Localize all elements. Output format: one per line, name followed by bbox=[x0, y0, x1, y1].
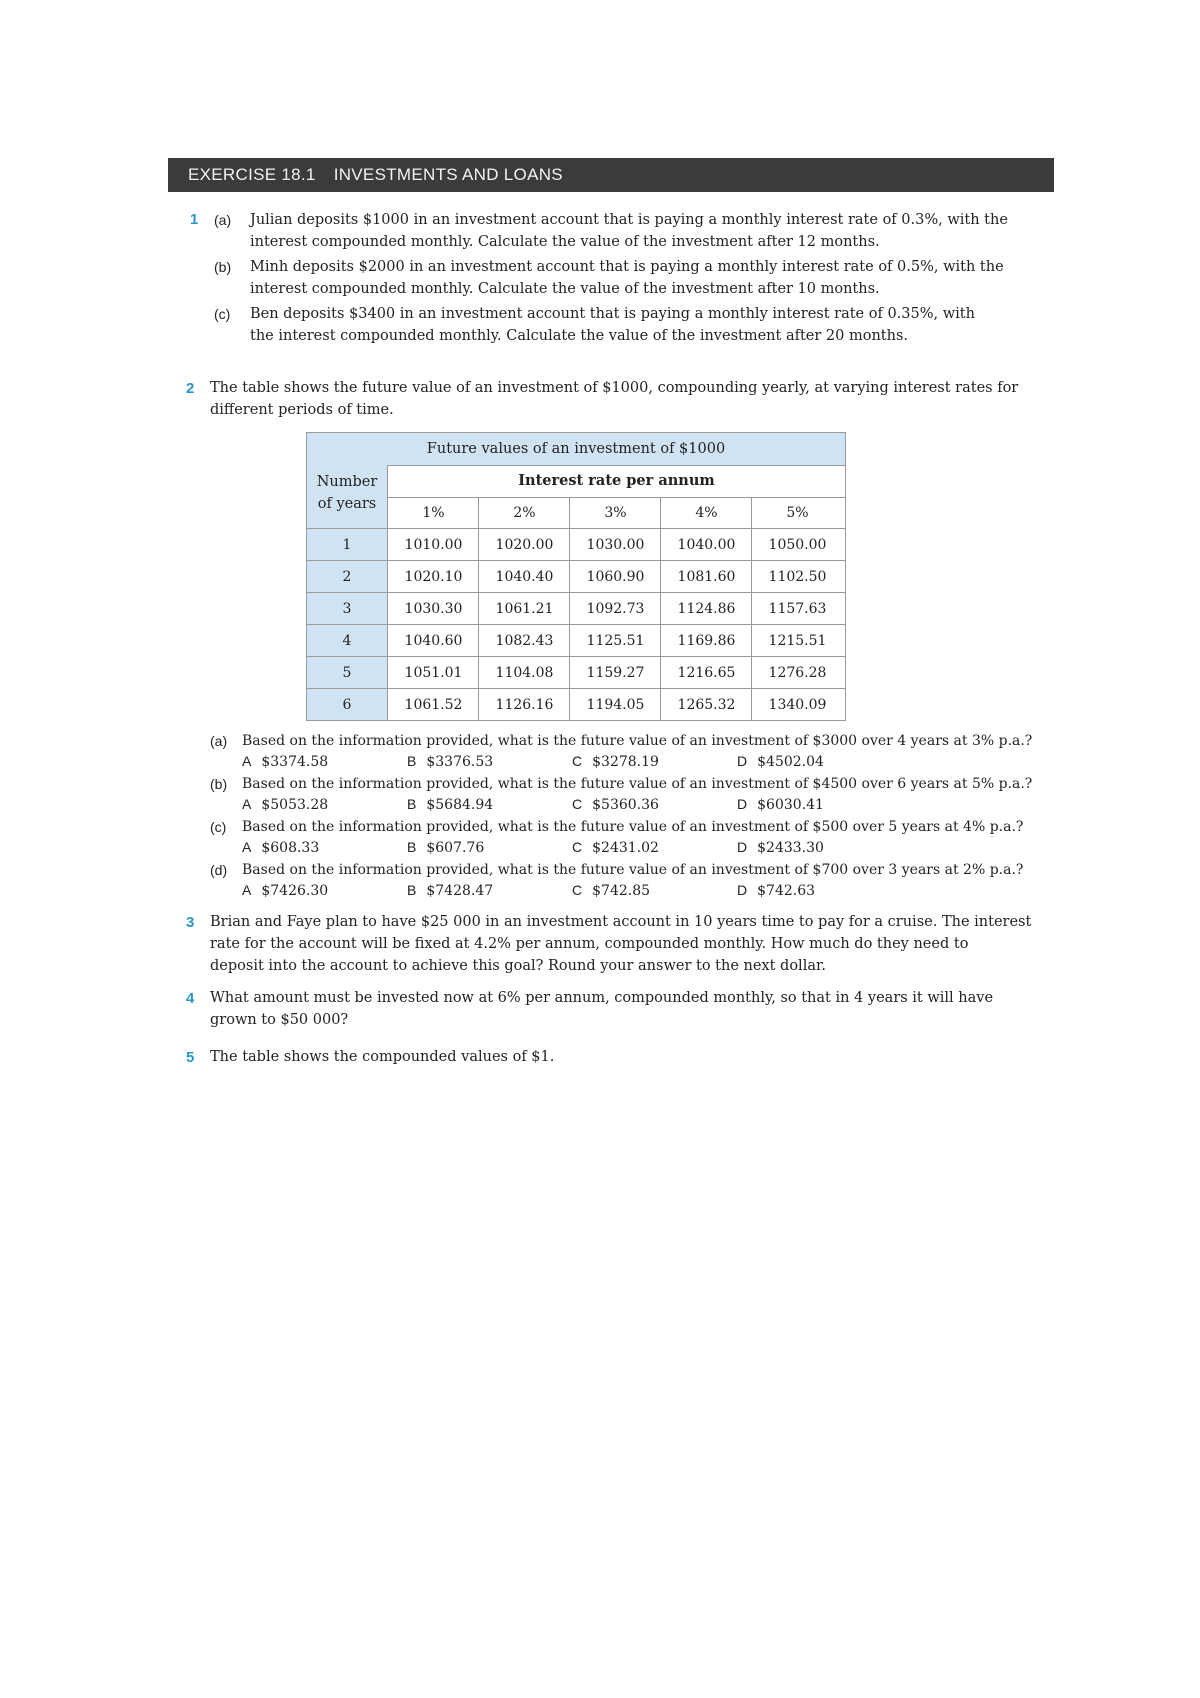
value-cell: 1276.28 bbox=[768, 665, 827, 681]
q1-c-line-1: Ben deposits $3400 in an investment account that is paying a monthly interest rate of 0.35%, with bbox=[250, 306, 975, 322]
question-5-number: 5 bbox=[186, 1049, 195, 1066]
option-letter: A bbox=[242, 796, 252, 812]
years-cell: 6 bbox=[342, 697, 352, 713]
interest-rate-header: Interest rate per annum bbox=[388, 465, 845, 498]
option-letter: A bbox=[242, 839, 252, 855]
value-cell: 1051.01 bbox=[404, 665, 463, 681]
option-value: $7426.30 bbox=[261, 883, 329, 899]
q2-part-label: (c) bbox=[210, 819, 227, 835]
q4-text bbox=[210, 987, 993, 1031]
rate-column-header: 4% bbox=[695, 505, 718, 521]
q1-part-b-label: (b) bbox=[214, 259, 232, 275]
option-value: $608.33 bbox=[261, 840, 320, 856]
value-cell: 1040.60 bbox=[404, 633, 463, 649]
value-cell: 1125.51 bbox=[586, 633, 645, 649]
multiple-choice-option bbox=[407, 753, 493, 770]
option-letter: B bbox=[407, 753, 417, 769]
option-letter: C bbox=[572, 753, 583, 769]
years-cell: 4 bbox=[342, 633, 352, 649]
value-cell: 1159.27 bbox=[586, 665, 645, 681]
years-cell: 1 bbox=[342, 537, 352, 553]
option-value: $5360.36 bbox=[592, 797, 659, 813]
q1-part-c-label: (c) bbox=[214, 306, 231, 322]
option-value: $7428.47 bbox=[426, 883, 494, 899]
q1-part-c-text bbox=[250, 303, 975, 347]
option-value: $3376.53 bbox=[426, 754, 494, 770]
value-cell: 1215.51 bbox=[768, 633, 827, 649]
option-letter: C bbox=[572, 839, 583, 855]
multiple-choice-option bbox=[572, 839, 659, 856]
years-column-header bbox=[307, 465, 387, 529]
value-cell: 1040.00 bbox=[677, 537, 736, 553]
multiple-choice-option bbox=[737, 839, 824, 856]
option-value: $3278.19 bbox=[592, 754, 659, 770]
q2-part-question: Based on the information provided, what is the future value of an investment of $700 over 3 years at 2% p.a.? bbox=[242, 862, 1024, 878]
value-cell: 1126.16 bbox=[495, 697, 554, 713]
value-cell: 1340.09 bbox=[768, 697, 827, 713]
question-2-number: 2 bbox=[186, 380, 195, 397]
value-cell: 1194.05 bbox=[586, 697, 645, 713]
option-letter: B bbox=[407, 839, 417, 855]
years-cell: 3 bbox=[342, 601, 352, 617]
value-cell: 1050.00 bbox=[768, 537, 827, 553]
option-letter: A bbox=[242, 882, 252, 898]
q2-intro-line-1: The table shows the future value of an investment of $1000, compounding yearly, at varying interest rates for bbox=[210, 380, 1019, 396]
rate-column-header: 1% bbox=[422, 505, 445, 521]
multiple-choice-option bbox=[572, 796, 659, 813]
value-cell: 1081.60 bbox=[677, 569, 736, 585]
years-cell: 2 bbox=[342, 569, 352, 585]
option-letter: B bbox=[407, 882, 417, 898]
q4-line-1: What amount must be invested now at 6% per annum, compounded monthly, so that in 4 years it will have bbox=[210, 990, 994, 1006]
option-value: $607.76 bbox=[426, 840, 485, 856]
q5-line-1: The table shows the compounded values of $1. bbox=[210, 1049, 555, 1065]
q2-options-row bbox=[242, 796, 942, 816]
value-cell: 1030.30 bbox=[404, 601, 463, 617]
value-cell: 1060.90 bbox=[586, 569, 645, 585]
years-header-line-1: Number bbox=[316, 474, 378, 490]
rate-column-header: 5% bbox=[786, 505, 809, 521]
question-3-number: 3 bbox=[186, 914, 195, 931]
option-letter: C bbox=[572, 796, 583, 812]
question-1-number: 1 bbox=[190, 211, 199, 228]
q1-b-line-1: Minh deposits $2000 in an investment account that is paying a monthly interest rate of 0.5%, with the bbox=[250, 259, 1004, 275]
option-value: $742.63 bbox=[757, 883, 816, 899]
option-letter: C bbox=[572, 882, 583, 898]
q2-part-label: (b) bbox=[210, 776, 228, 792]
value-cell: 1020.00 bbox=[495, 537, 554, 553]
value-cell: 1216.65 bbox=[677, 665, 736, 681]
q2-intro bbox=[210, 377, 1018, 421]
multiple-choice-option bbox=[407, 882, 493, 899]
q3-line-2: rate for the account will be fixed at 4.2% per annum, compounded monthly. How much do they need to bbox=[210, 936, 969, 952]
exercise-number: EXERCISE 18.1 bbox=[188, 165, 316, 184]
rate-column-header: 2% bbox=[513, 505, 536, 521]
multiple-choice-option bbox=[242, 796, 328, 813]
years-cell: 5 bbox=[342, 665, 352, 681]
q2-part-question: Based on the information provided, what is the future value of an investment of $3000 over 4 years at 3% p.a.? bbox=[242, 733, 1033, 749]
multiple-choice-option bbox=[572, 753, 659, 770]
table-caption: Future values of an investment of $1000 bbox=[307, 433, 845, 466]
q3-line-1: Brian and Faye plan to have $25 000 in an investment account in 10 years time to pay for a cruise. The interest bbox=[210, 914, 1032, 930]
q1-a-line-1: Julian deposits $1000 in an investment account that is paying a monthly interest rate of 0.3%, with the bbox=[250, 212, 1008, 228]
q1-c-line-2: the interest compounded monthly. Calculate the value of the investment after 20 months. bbox=[250, 328, 909, 344]
option-letter: D bbox=[737, 882, 748, 898]
option-value: $5684.94 bbox=[426, 797, 494, 813]
q1-part-a-label: (a) bbox=[214, 212, 232, 228]
option-value: $5053.28 bbox=[261, 797, 329, 813]
q4-line-2: grown to $50 000? bbox=[210, 1012, 349, 1028]
option-letter: B bbox=[407, 796, 417, 812]
value-cell: 1010.00 bbox=[404, 537, 463, 553]
multiple-choice-option bbox=[572, 882, 650, 899]
value-cell: 1092.73 bbox=[586, 601, 645, 617]
value-cell: 1157.63 bbox=[768, 601, 827, 617]
value-cell: 1020.10 bbox=[404, 569, 463, 585]
exercise-title: INVESTMENTS AND LOANS bbox=[333, 165, 563, 184]
q3-line-3: deposit into the account to achieve this goal? Round your answer to the next dollar. bbox=[210, 958, 826, 974]
value-cell: 1061.21 bbox=[495, 601, 554, 617]
multiple-choice-option bbox=[407, 796, 493, 813]
q3-text bbox=[210, 911, 1031, 977]
value-cell: 1082.43 bbox=[495, 633, 554, 649]
value-cell: 1040.40 bbox=[495, 569, 554, 585]
q2-options-row bbox=[242, 753, 942, 773]
option-value: $742.85 bbox=[592, 883, 651, 899]
q1-part-b-text bbox=[250, 256, 1004, 300]
option-letter: D bbox=[737, 796, 748, 812]
value-cell: 1124.86 bbox=[677, 601, 736, 617]
option-value: $6030.41 bbox=[757, 797, 824, 813]
multiple-choice-option bbox=[737, 796, 824, 813]
q2-part-question: Based on the information provided, what is the future value of an investment of $500 over 5 years at 4% p.a.? bbox=[242, 819, 1024, 835]
multiple-choice-option bbox=[737, 882, 815, 899]
value-cell: 1061.52 bbox=[404, 697, 463, 713]
multiple-choice-option bbox=[242, 753, 328, 770]
q1-a-line-2: interest compounded monthly. Calculate the value of the investment after 12 months. bbox=[250, 234, 880, 250]
q1-part-a-text bbox=[250, 209, 1008, 253]
multiple-choice-option bbox=[242, 882, 328, 899]
rate-column-header: 3% bbox=[604, 505, 627, 521]
option-value: $2433.30 bbox=[757, 840, 824, 856]
multiple-choice-option bbox=[242, 839, 319, 856]
multiple-choice-option bbox=[737, 753, 824, 770]
option-letter: A bbox=[242, 753, 252, 769]
years-header-line-2: of years bbox=[317, 496, 377, 512]
q2-options-row bbox=[242, 882, 942, 902]
q2-part-label: (d) bbox=[210, 862, 228, 878]
value-cell: 1265.32 bbox=[677, 697, 736, 713]
option-value: $3374.58 bbox=[261, 754, 329, 770]
value-cell: 1030.00 bbox=[586, 537, 645, 553]
q5-text bbox=[210, 1046, 554, 1068]
q1-b-line-2: interest compounded monthly. Calculate the value of the investment after 10 months. bbox=[250, 281, 880, 297]
q2-part-question: Based on the information provided, what is the future value of an investment of $4500 over 6 years at 5% p.a.? bbox=[242, 776, 1033, 792]
exercise-header bbox=[168, 158, 1054, 192]
option-value: $4502.04 bbox=[757, 754, 824, 770]
option-letter: D bbox=[737, 753, 748, 769]
future-values-table bbox=[306, 432, 846, 721]
multiple-choice-option bbox=[407, 839, 484, 856]
value-cell: 1169.86 bbox=[677, 633, 736, 649]
question-4-number: 4 bbox=[186, 990, 195, 1007]
value-cell: 1102.50 bbox=[768, 569, 827, 585]
q2-part-label: (a) bbox=[210, 733, 228, 749]
option-value: $2431.02 bbox=[592, 840, 659, 856]
value-cell: 1104.08 bbox=[495, 665, 554, 681]
q2-options-row bbox=[242, 839, 942, 859]
option-letter: D bbox=[737, 839, 748, 855]
q2-intro-line-2: different periods of time. bbox=[210, 402, 394, 418]
